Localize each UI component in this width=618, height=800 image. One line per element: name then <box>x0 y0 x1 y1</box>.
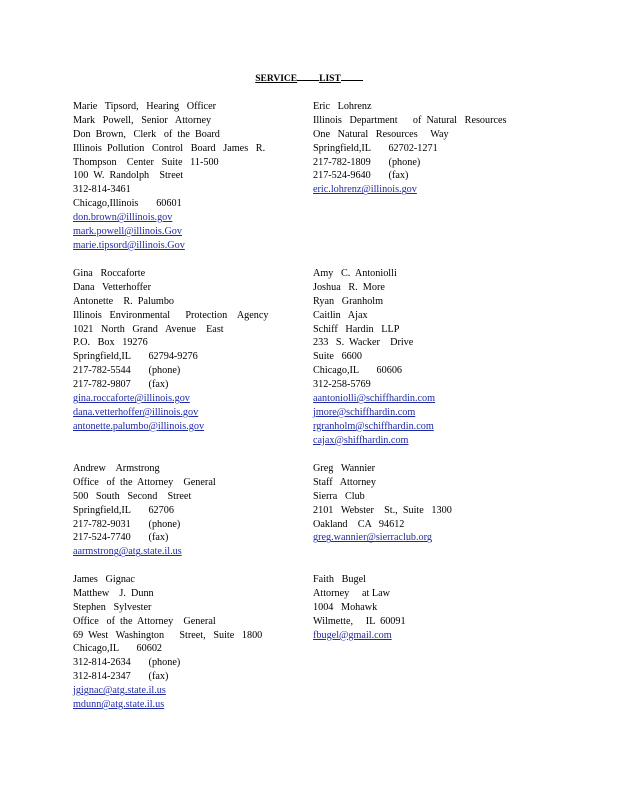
contact-line: Office of the Attorney General <box>73 615 216 627</box>
contact-line: 217-782-9807 (fax) <box>73 379 169 391</box>
contact-line: Springfield,IL 62794-9276 <box>73 351 198 363</box>
contact-line: Marie Tipsord, Hearing Officer <box>73 101 216 112</box>
contact-line: Wilmette, IL 60091 <box>313 615 406 627</box>
contact-line: 69 West Washington Street, Suite 1800 <box>73 629 263 641</box>
contact-line: Sierra Club <box>313 490 365 502</box>
email-link[interactable]: jgignac@atg.state.il.us <box>73 685 166 697</box>
contact-line: Illinois Environmental Protection Agency <box>73 309 269 321</box>
contact-line: Matthew J. Dunn <box>73 587 154 599</box>
contact-line: Springfield,IL 62702-1271 <box>313 142 438 154</box>
contact-line: Illinois Pollution Control Board James R. <box>73 142 266 154</box>
contact-line: Antonette R. Palumbo <box>73 295 175 307</box>
contact-block <box>73 573 262 712</box>
contact-line: Schiff Hardin LLP <box>313 323 400 335</box>
contact-line: Faith Bugel <box>313 574 366 585</box>
email-link[interactable]: antonette.palumbo@illinois.gov <box>73 420 205 432</box>
contact-line: 312-258-5769 <box>313 379 371 391</box>
contact-line: Gina Roccaforte <box>73 268 146 279</box>
contact-line: Chicago,IL 60606 <box>313 365 403 377</box>
contact-line: Dana Vetterhoffer <box>73 281 151 293</box>
contact-line: Office of the Attorney General <box>73 476 216 488</box>
email-link[interactable]: aantoniolli@schiffhardin.com <box>313 393 436 405</box>
contact-line: Caitlin Ajax <box>313 309 368 321</box>
contact-line: 217-782-5544 (phone) <box>73 365 181 377</box>
contact-line: Oakland CA 94612 <box>313 518 405 530</box>
email-link[interactable]: cajax@shiffhardin.com <box>313 434 409 446</box>
contact-line: 233 S. Wacker Drive <box>313 337 414 349</box>
contact-block <box>313 100 507 197</box>
contact-block <box>313 573 406 642</box>
contact-line: James Gignac <box>73 574 135 585</box>
contact-line: Eric Lohrenz <box>313 101 372 112</box>
contact-line: Springfield,IL 62706 <box>73 504 174 516</box>
contact-line: Mark Powell, Senior Attorney <box>73 114 212 126</box>
contact-line: 2101 Webster St., Suite 1300 <box>313 504 452 516</box>
email-link[interactable]: dana.vetterhoffer@illinois.gov <box>73 406 199 418</box>
contact-line: Stephen Sylvester <box>73 601 152 613</box>
email-link[interactable]: jmore@schiffhardin.com <box>313 406 416 418</box>
email-link[interactable]: rgranholm@schiffhardin.com <box>313 420 434 432</box>
email-link[interactable]: mark.powell@illinois.Gov <box>73 226 182 238</box>
contact-line: 217-782-1809 (phone) <box>313 156 421 168</box>
contact-line: 1021 North Grand Avenue East <box>73 323 224 335</box>
contact-line: Staff Attorney <box>313 476 376 488</box>
contact-block <box>73 100 265 253</box>
title-word-service: SERVICE <box>255 74 298 84</box>
contact-line: 217-524-7740 (fax) <box>73 532 169 544</box>
contact-line: P.O. Box 19276 <box>73 337 148 349</box>
email-link[interactable]: marie.tipsord@illinois.Gov <box>73 239 185 251</box>
contact-line: 312-814-2347 (fax) <box>73 671 169 683</box>
contact-line: 312-814-3461 <box>73 184 131 196</box>
contact-line: Andrew Armstrong <box>73 463 160 474</box>
email-link[interactable]: aarmstrong@atg.state.il.us <box>73 546 182 558</box>
email-link[interactable]: mdunn@atg.state.il.us <box>73 699 165 711</box>
contact-block <box>313 462 452 545</box>
contact-line: Chicago,Illinois 60601 <box>73 198 182 210</box>
email-link[interactable]: don.brown@illinois.gov <box>73 212 173 224</box>
contact-line: Greg Wannier <box>313 463 376 474</box>
contact-line: Suite 6600 <box>313 351 362 363</box>
contact-line: 500 South Second Street <box>73 490 192 502</box>
contact-line: One Natural Resources Way <box>313 128 449 140</box>
email-link[interactable]: fbugel@gmail.com <box>313 629 392 641</box>
email-link[interactable]: greg.wannier@sierraclub.org <box>313 532 432 544</box>
contact-line: 217-782-9031 (phone) <box>73 518 181 530</box>
contact-line: 217-524-9640 (fax) <box>313 170 409 182</box>
contact-line: 1004 Mohawk <box>313 601 378 613</box>
email-link[interactable]: gina.roccaforte@illinois.gov <box>73 393 190 405</box>
contact-block <box>73 267 269 434</box>
contact-line: Chicago,IL 60602 <box>73 643 163 655</box>
contact-block <box>73 462 216 559</box>
contact-line: Ryan Granholm <box>313 295 384 307</box>
contact-line: 100 W. Randolph Street <box>73 170 184 182</box>
contact-line: Don Brown, Clerk of the Board <box>73 128 220 140</box>
contact-line: Illinois Department of Natural Resources <box>313 114 507 126</box>
email-link[interactable]: eric.lohrenz@illinois.gov <box>313 184 417 196</box>
contact-line: 312-814-2634 (phone) <box>73 657 181 669</box>
service-list-title <box>0 74 618 84</box>
contact-line: Joshua R. More <box>313 281 385 293</box>
title-gap <box>297 80 319 81</box>
title-trail <box>341 80 363 81</box>
contact-line: Attorney at Law <box>313 587 390 599</box>
title-word-list: LIST <box>319 74 341 84</box>
contact-line: Thompson Center Suite 11-500 <box>73 156 219 168</box>
contact-block <box>313 267 435 448</box>
contact-line: Amy C. Antoniolli <box>313 268 397 279</box>
